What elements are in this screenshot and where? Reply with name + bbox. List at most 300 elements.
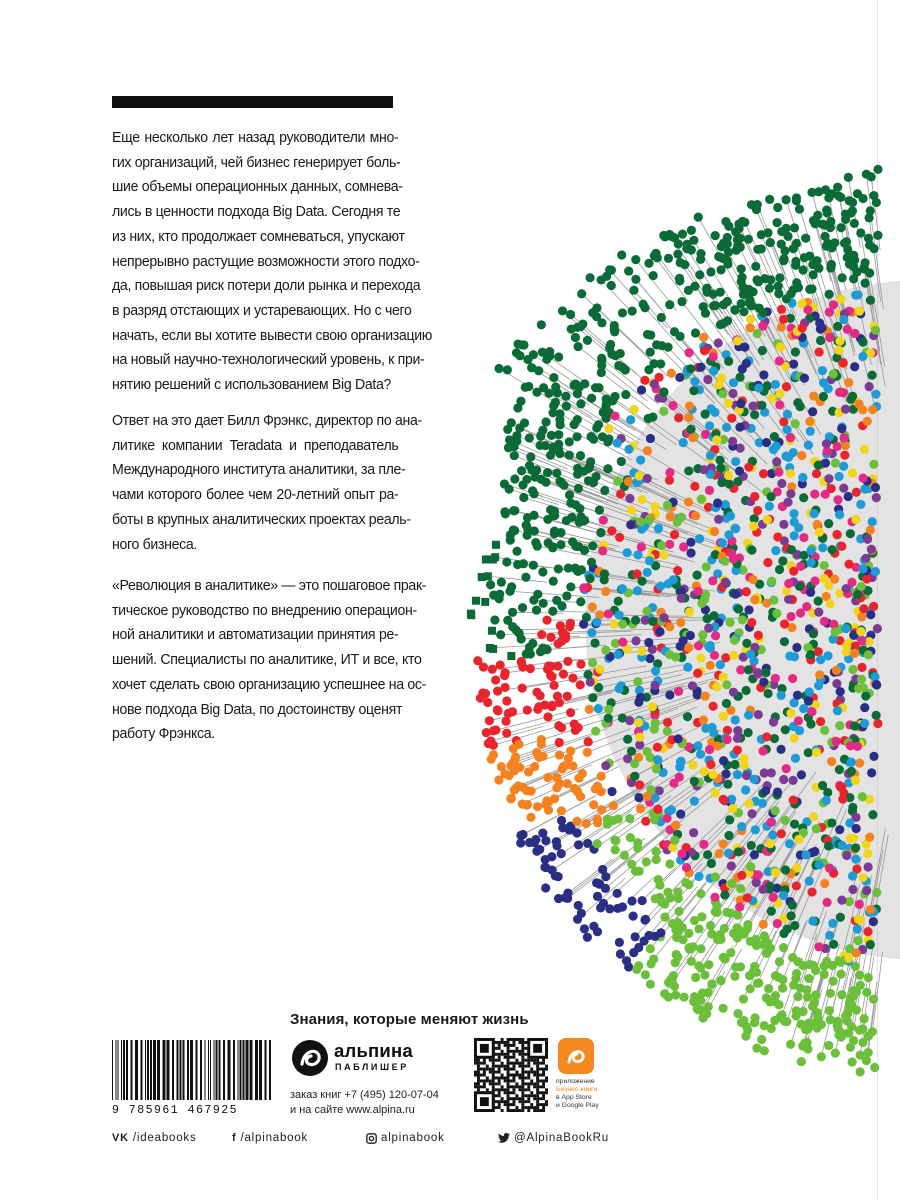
graph-node	[614, 597, 623, 606]
graph-node	[568, 673, 577, 682]
qr-module	[527, 1071, 530, 1074]
graph-node	[805, 687, 814, 696]
graph-node	[855, 759, 864, 768]
qr-module	[536, 1100, 539, 1103]
graph-node	[750, 595, 759, 604]
graph-node	[773, 919, 782, 928]
graph-node	[858, 473, 867, 482]
graph-node	[618, 308, 627, 317]
graph-node	[565, 437, 574, 446]
graph-node	[842, 237, 851, 246]
graph-node	[592, 878, 601, 887]
qr-module	[510, 1074, 513, 1077]
qr-module	[474, 1062, 477, 1065]
graph-node	[790, 820, 799, 829]
qr-module	[504, 1068, 507, 1071]
graph-node	[867, 172, 876, 181]
graph-node	[563, 692, 572, 701]
graph-node	[665, 859, 674, 868]
graph-node	[587, 558, 596, 567]
graph-node	[595, 665, 604, 674]
graph-node	[745, 323, 754, 332]
qr-module	[524, 1047, 527, 1050]
qr-module	[515, 1071, 518, 1074]
graph-node	[824, 519, 833, 528]
graph-node	[871, 567, 880, 576]
graph-node	[782, 425, 791, 434]
graph-node	[708, 770, 717, 779]
graph-node	[772, 609, 781, 618]
qr-module	[530, 1082, 533, 1085]
graph-node	[779, 943, 788, 952]
qr-module	[501, 1050, 504, 1053]
graph-node	[762, 732, 771, 741]
graph-node	[575, 383, 584, 392]
graph-node	[842, 584, 851, 593]
qr-module	[542, 1097, 545, 1100]
graph-node	[665, 622, 674, 631]
graph-node	[858, 792, 867, 801]
graph-node	[630, 772, 639, 781]
qr-module	[480, 1097, 489, 1106]
graph-node	[739, 994, 748, 1003]
graph-node	[747, 618, 756, 627]
qr-module	[498, 1088, 501, 1091]
qr-module	[498, 1103, 501, 1106]
graph-node	[792, 969, 801, 978]
graph-node	[668, 401, 677, 410]
graph-node	[837, 841, 846, 850]
graph-node	[793, 992, 802, 1001]
qr-module	[495, 1082, 498, 1085]
graph-node	[746, 862, 755, 871]
qr-module	[512, 1074, 515, 1077]
graph-node	[789, 796, 798, 805]
graph-node	[686, 548, 695, 557]
graph-node	[566, 582, 575, 591]
graph-node	[637, 542, 646, 551]
graph-node	[589, 800, 598, 809]
graph-node	[872, 680, 881, 689]
graph-node	[549, 373, 558, 382]
graph-node	[585, 273, 594, 282]
graph-node	[700, 346, 709, 355]
social-facebook[interactable]	[232, 1132, 308, 1144]
qr-module	[477, 1074, 480, 1077]
graph-node	[514, 740, 523, 749]
graph-node	[767, 907, 776, 916]
graph-node	[710, 527, 719, 536]
graph-node	[742, 686, 751, 695]
graph-node	[633, 677, 642, 686]
graph-node	[712, 435, 721, 444]
graph-node	[739, 754, 748, 763]
graph-node	[863, 927, 872, 936]
app-promo-text	[556, 1078, 616, 1110]
graph-node	[762, 438, 771, 447]
graph-node	[719, 756, 728, 765]
graph-node	[677, 297, 686, 306]
qr-module	[498, 1056, 501, 1059]
graph-node	[536, 691, 545, 700]
graph-node	[825, 863, 834, 872]
graph-node	[790, 652, 799, 661]
graph-node	[744, 799, 753, 808]
qr-module	[536, 1074, 539, 1077]
qr-module	[542, 1094, 545, 1097]
graph-node	[851, 843, 860, 852]
qr-module	[533, 1074, 536, 1077]
graph-node	[737, 273, 746, 282]
graph-node	[693, 1005, 702, 1014]
graph-node	[792, 643, 801, 652]
graph-node	[635, 471, 644, 480]
graph-node	[722, 680, 731, 689]
graph-node	[822, 439, 831, 448]
graph-node	[489, 591, 498, 600]
graph-node	[489, 741, 498, 750]
graph-node	[784, 595, 793, 604]
qr-module	[539, 1097, 542, 1100]
graph-node	[574, 840, 583, 849]
text-line: нятию решений с использованием Big Data?	[112, 376, 392, 394]
graph-node	[506, 794, 515, 803]
graph-node	[557, 849, 566, 858]
graph-node	[598, 546, 607, 555]
graph-node	[796, 562, 805, 571]
graph-node	[864, 650, 873, 659]
graph-node	[703, 375, 712, 384]
qr-module	[539, 1103, 542, 1106]
graph-node	[774, 1000, 783, 1009]
graph-node	[742, 359, 751, 368]
graph-node	[663, 727, 672, 736]
graph-node	[809, 270, 818, 279]
qr-module	[521, 1062, 524, 1065]
isbn-barcode	[112, 1040, 275, 1100]
qr-module	[483, 1074, 486, 1077]
graph-node	[851, 776, 860, 785]
barcode-bar	[246, 1040, 249, 1100]
graph-node	[853, 590, 862, 599]
qr-module	[521, 1079, 524, 1082]
graph-node	[553, 388, 562, 397]
qr-module	[521, 1050, 524, 1053]
qr-module	[501, 1053, 504, 1056]
graph-node	[597, 354, 606, 363]
graph-node	[843, 1016, 852, 1025]
graph-node	[814, 596, 823, 605]
graph-node	[519, 493, 528, 502]
graph-node	[806, 427, 815, 436]
qr-module	[530, 1059, 533, 1062]
qr-module	[510, 1079, 513, 1082]
graph-node	[673, 566, 682, 575]
graph-node	[675, 907, 684, 916]
graph-node	[861, 691, 870, 700]
graph-node	[580, 924, 589, 933]
graph-node	[586, 432, 595, 441]
graph-node	[562, 402, 571, 411]
graph-node	[719, 712, 728, 721]
graph-node	[516, 397, 525, 406]
qr-module	[542, 1091, 545, 1094]
text-line: чами которого более чем 20-летний опыт ра-	[112, 486, 399, 504]
graph-node	[694, 213, 703, 222]
graph-node	[709, 352, 718, 361]
graph-node	[625, 716, 634, 725]
graph-node	[593, 927, 602, 936]
graph-node	[523, 705, 532, 714]
qr-module	[501, 1085, 504, 1088]
graph-node	[775, 400, 784, 409]
qr-module	[521, 1097, 524, 1100]
graph-node	[771, 380, 780, 389]
graph-node	[777, 479, 786, 488]
graph-node	[779, 891, 788, 900]
graph-node	[508, 707, 517, 716]
qr-module	[530, 1068, 533, 1071]
graph-node	[637, 647, 646, 656]
graph-node	[744, 605, 753, 614]
graph-node	[848, 1057, 857, 1066]
graph-node	[604, 609, 613, 618]
graph-node	[866, 296, 875, 305]
qr-module	[521, 1056, 524, 1059]
graph-node	[797, 1057, 806, 1066]
graph-node	[565, 490, 574, 499]
graph-node	[666, 512, 675, 521]
graph-node	[591, 383, 600, 392]
graph-node	[704, 1002, 713, 1011]
graph-node	[510, 474, 519, 483]
graph-node	[652, 340, 661, 349]
qr-module	[512, 1044, 515, 1047]
qr-module	[507, 1082, 510, 1085]
graph-node	[798, 473, 807, 482]
qr-module	[507, 1079, 510, 1082]
graph-node	[819, 392, 828, 401]
graph-node	[588, 602, 597, 611]
graph-node	[754, 383, 763, 392]
graph-node	[722, 423, 731, 432]
graph-node	[550, 527, 559, 536]
graph-node	[747, 546, 756, 555]
graph-node	[855, 900, 864, 909]
qr-module	[524, 1059, 527, 1062]
graph-node	[688, 760, 697, 769]
qr-module	[542, 1079, 545, 1082]
graph-node	[734, 604, 743, 613]
graph-node	[660, 989, 669, 998]
qr-module	[527, 1106, 530, 1109]
barcode-bar	[240, 1040, 242, 1100]
social-instagram[interactable]	[366, 1132, 445, 1144]
graph-node	[671, 821, 680, 830]
graph-node	[493, 687, 502, 696]
graph-node	[711, 231, 720, 240]
graph-node	[659, 550, 668, 559]
graph-node	[637, 495, 646, 504]
qr-module	[492, 1074, 495, 1077]
qr-module	[515, 1094, 518, 1097]
graph-node	[703, 288, 712, 297]
qr-module	[518, 1109, 521, 1112]
graph-node	[614, 650, 623, 659]
graph-node	[705, 486, 714, 495]
graph-node	[857, 612, 866, 621]
graph-node	[594, 704, 603, 713]
graph-node	[557, 478, 566, 487]
graph-node	[559, 670, 568, 679]
graph-node	[496, 660, 505, 669]
graph-node	[548, 607, 557, 616]
qr-module	[483, 1085, 486, 1088]
graph-node	[824, 474, 833, 483]
graph-node	[871, 390, 880, 399]
graph-node	[849, 262, 858, 271]
graph-node	[831, 458, 840, 467]
graph-node	[835, 721, 844, 730]
qr-module	[495, 1106, 498, 1109]
graph-node	[795, 205, 804, 214]
graph-node	[759, 920, 768, 929]
graph-node	[724, 849, 733, 858]
graph-node	[528, 486, 537, 495]
qr-module	[495, 1100, 498, 1103]
qr-module	[501, 1100, 504, 1103]
qr-module	[518, 1038, 521, 1041]
graph-node	[505, 485, 514, 494]
graph-node	[717, 976, 726, 985]
barcode-bar	[177, 1040, 179, 1100]
graph-node	[618, 620, 627, 629]
graph-node	[643, 474, 652, 483]
graph-node	[758, 346, 767, 355]
graph-node	[576, 792, 585, 801]
graph-node	[777, 239, 786, 248]
graph-node	[857, 636, 866, 645]
graph-node	[546, 451, 555, 460]
graph-node	[691, 511, 700, 520]
graph-node	[819, 378, 828, 387]
social-vk[interactable]	[112, 1132, 197, 1144]
graph-node	[778, 556, 787, 565]
qr-module	[507, 1071, 510, 1074]
vk-icon: VK	[112, 1132, 129, 1144]
qr-module	[507, 1103, 510, 1106]
qr-module	[504, 1103, 507, 1106]
qr-module	[533, 1085, 536, 1088]
blurb-paragraph-1	[112, 126, 433, 398]
graph-node	[634, 943, 643, 952]
graph-node	[701, 692, 710, 701]
graph-node	[844, 173, 853, 182]
graph-node	[822, 206, 831, 215]
graph-node	[649, 954, 658, 963]
graph-node	[771, 674, 780, 683]
graph-node	[830, 575, 839, 584]
graph-node	[597, 772, 606, 781]
qr-module	[533, 1059, 536, 1062]
graph-node	[656, 359, 665, 368]
graph-node	[631, 275, 640, 284]
graph-node	[753, 506, 762, 515]
graph-node	[588, 658, 597, 667]
graph-node	[599, 516, 608, 525]
graph-node	[692, 571, 701, 580]
qr-module	[504, 1053, 507, 1056]
graph-node	[782, 587, 791, 596]
graph-node	[600, 569, 609, 578]
graph-node	[784, 453, 793, 462]
graph-node	[629, 286, 638, 295]
graph-node	[645, 654, 654, 663]
graph-node	[603, 464, 612, 473]
graph-node	[855, 1026, 864, 1035]
qr-module	[527, 1059, 530, 1062]
qr-module	[483, 1059, 486, 1062]
graph-node	[822, 898, 831, 907]
graph-node	[675, 773, 684, 782]
graph-node	[832, 737, 841, 746]
graph-node	[627, 896, 636, 905]
graph-node	[699, 302, 708, 311]
graph-node	[492, 541, 500, 549]
graph-node	[750, 492, 759, 501]
graph-node	[759, 469, 768, 478]
graph-node	[623, 548, 632, 557]
graph-node	[790, 223, 799, 232]
qr-module	[518, 1074, 521, 1077]
graph-node	[859, 1014, 868, 1023]
social-twitter[interactable]	[498, 1132, 609, 1144]
barcode-bar	[167, 1040, 170, 1100]
graph-node	[665, 690, 674, 699]
graph-node	[670, 530, 679, 539]
graph-node	[537, 320, 546, 329]
graph-node	[833, 1024, 842, 1033]
graph-node	[529, 561, 538, 570]
graph-node	[579, 583, 588, 592]
graph-node	[690, 777, 699, 786]
graph-node	[605, 265, 614, 274]
graph-node	[654, 524, 663, 533]
order-website: и на сайте www.alpina.ru	[290, 1104, 415, 1116]
graph-node	[707, 859, 716, 868]
graph-node	[518, 684, 527, 693]
graph-node	[848, 665, 857, 674]
qr-module	[498, 1065, 501, 1068]
graph-node	[837, 990, 846, 999]
graph-node	[752, 941, 761, 950]
graph-node	[653, 755, 662, 764]
qr-module	[480, 1062, 483, 1065]
graph-node	[625, 814, 634, 823]
graph-node	[833, 322, 842, 331]
graph-node	[615, 938, 624, 947]
qr-module	[512, 1097, 515, 1100]
graph-node	[576, 451, 585, 460]
graph-node	[662, 814, 671, 823]
graph-node	[744, 235, 753, 244]
graph-node	[790, 531, 799, 540]
graph-node	[735, 224, 744, 233]
graph-node	[614, 814, 623, 823]
graph-node	[866, 905, 875, 914]
graph-node	[677, 849, 686, 858]
qr-module	[539, 1109, 542, 1112]
